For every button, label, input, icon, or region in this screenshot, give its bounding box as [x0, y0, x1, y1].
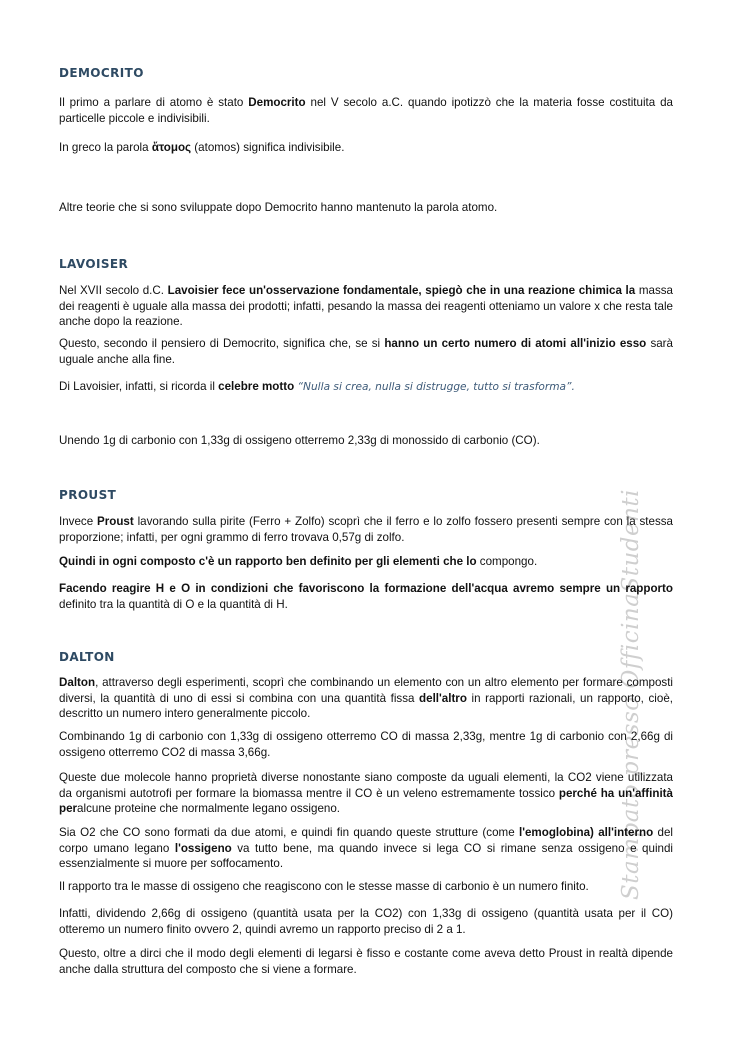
democrito-paragraph-3: Altre teorie che si sono sviluppate dopo Democrito hanno mantenuto la parola atomo.: [59, 201, 498, 214]
dalton-paragraph-1: Dalton, attraverso degli esperimenti, scoprì che combinando un elemento con un altro elemento per formare composti diversi, la quantità di uno di essi si combina con una quantità fissa dell'altro in rapporti razionali, un rapporto, cioè, descritto un numero intero generalmente piccolo.: [59, 676, 673, 720]
heading-proust: PROUST: [59, 488, 117, 502]
lavoisier-paragraph-2: Questo, secondo il pensiero di Democrito, significa che, se si hanno un certo numero di atomi all'inizio esso sarà uguale anche alla fine.: [59, 337, 673, 366]
democrito-paragraph-2: In greco la parola ἄτομος (atomos) significa indivisibile.: [59, 141, 345, 154]
dalton-paragraph-5: Il rapporto tra le masse di ossigeno che reagiscono con le stesse masse di carbonio è un numero finito.: [59, 880, 589, 893]
dalton-paragraph-4: Sia O2 che CO sono formati da due atomi, e quindi fin quando queste strutture (come l'emoglobina) all'interno del corpo umano legano l'ossigeno va tutto bene, ma quando invece si lega CO si rimane senza ossigeno e quindi essenzialmente si muore per soffocamento.: [59, 826, 674, 870]
lavoisier-paragraph-3: Di Lavoisier, infatti, si ricorda il celebre motto “Nulla si crea, nulla si distrugge, tutto si trasforma”.: [59, 380, 575, 393]
proust-paragraph-3: Facendo reagire H e O in condizioni che favoriscono la formazione dell'acqua avremo sempre un rapporto definito tra la quantità di O e la quantità di H.: [59, 582, 673, 611]
proust-paragraph-1: Invece Proust lavorando sulla pirite (Ferro + Zolfo) scoprì che il ferro e lo zolfo fossero presenti sempre con la stessa proporzione; infatti, per ogni grammo di ferro trovava 0,57g di zolfo.: [59, 515, 673, 544]
lavoisier-paragraph-4: Unendo 1g di carbonio con 1,33g di ossigeno otterremo 2,33g di monossido di carbonio (CO).: [59, 434, 540, 447]
lavoisier-motto: “Nulla si crea, nulla si distrugge, tutto si trasforma”.: [294, 381, 575, 393]
watermark: Stampato presso OfficinaStudenti: [618, 488, 644, 900]
democrito-paragraph-1: Il primo a parlare di atomo è stato Democrito nel V secolo a.C. quando ipotizzò che la materia fosse costituita da particelle piccole e indivisibili.: [59, 96, 673, 125]
heading-democrito: DEMOCRITO: [59, 66, 144, 80]
heading-dalton: DALTON: [59, 650, 115, 664]
heading-lavoisier: LAVOISER: [59, 257, 129, 271]
dalton-paragraph-3: Queste due molecole hanno proprietà diverse nonostante siano composte da uguali elementi, la CO2 viene utilizzata da organismi autotrofi per formare la biomassa mentre il CO è un veleno estremamente tossico perché ha un'affinità peralcune proteine che normalmente legano ossigeno.: [59, 771, 673, 815]
dalton-paragraph-6: Infatti, dividendo 2,66g di ossigeno (quantità usata per la CO2) con 1,33g di ossigeno (quantità usata per il CO) otteremo un numero finito ovvero 2, quindi avremo un rapporto preciso di 2 a 1.: [59, 907, 673, 936]
lavoisier-paragraph-1: Nel XVII secolo d.C. Lavoisier fece un'osservazione fondamentale, spiegò che in una reazione chimica la massa dei reagenti è uguale alla massa dei prodotti; infatti, pesando la massa dei reagenti otteniamo un valore x che resta tale anche dopo la reazione.: [59, 284, 673, 328]
proust-paragraph-2: Quindi in ogni composto c'è un rapporto ben definito per gli elementi che lo compongo.: [59, 555, 538, 568]
dalton-paragraph-2: Combinando 1g di carbonio con 1,33g di ossigeno otterremo CO di massa 2,33g, mentre 1g di carbonio con 2,66g di ossigeno otterremo CO2 di massa 3,66g.: [59, 730, 673, 759]
dalton-paragraph-7: Questo, oltre a dirci che il modo degli elementi di legarsi è fisso e costante come aveva detto Proust in realtà dipende anche dalla struttura del composto che si viene a formare.: [59, 947, 673, 976]
